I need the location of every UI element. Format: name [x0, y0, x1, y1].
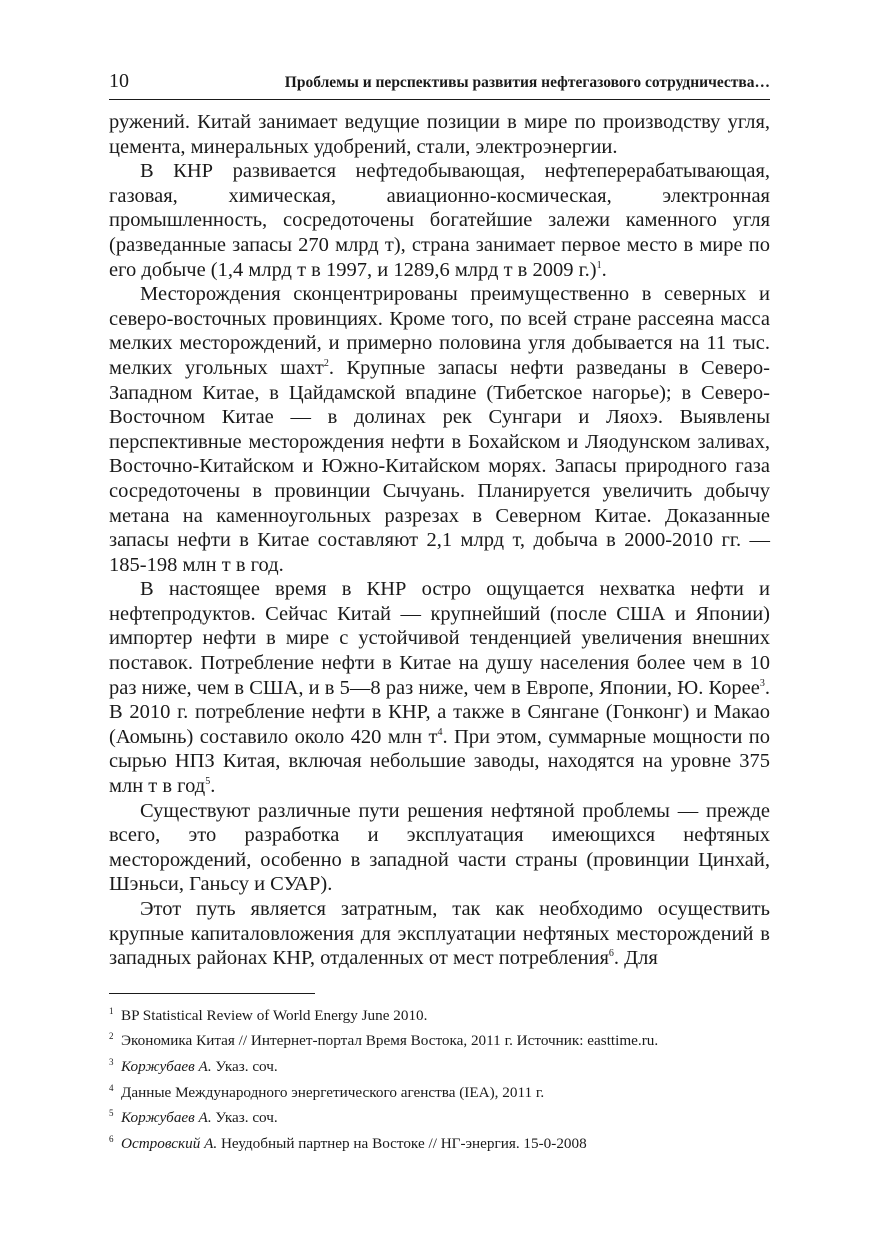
footnote-ref[interactable]: 2 [323, 357, 329, 369]
footnote-4 [109, 1078, 770, 1104]
footnote-number: 2 [109, 1031, 114, 1042]
footnote-author: Коржубаев А. [121, 1057, 212, 1075]
paragraph-1 [109, 110, 770, 159]
footnote-number: 4 [109, 1082, 114, 1093]
paragraph-3 [109, 282, 770, 577]
footnote-6 [109, 1129, 770, 1155]
footnote-author: Островский А. [121, 1134, 218, 1152]
document-page [109, 70, 770, 1154]
text-run: Месторождения сконцентрированы преимущественно в северных и северо-восточных провинциях. Кроме того, по всей стране рассеяна масса мелких месторождений, и примерно половина угля добывается на 11 тыс. мелких угольных шахт [109, 283, 770, 379]
text-run: . Крупные запасы нефти разведаны в Северо-Западном Китае, в Цайдамской впадине (Тибетское нагорье); в Северо-Восточном Китае — в долинах рек Сунгари и Ляохэ. Выявлены перспективные месторождения нефти в Бохайском и Ляодунском заливах, Восточно-Китайском и Южно-Китайском морях. Запасы природного газа сосредоточены в провинции Сычуань. Планируется увеличить добычу метана на каменноугольных разрезах в Северном Китае. Доказанные запасы нефти в Китае составляют 2,1 млрд т, добыча в 2000-2010 гг. — 185-198 млн т в год. [109, 356, 770, 576]
text-run: . При этом, суммарные мощности по сырью НПЗ Китая, включая небольшие заводы, находятся на уровне 375 млн т в год [109, 725, 771, 798]
footnote-text: Указ. соч. [211, 1109, 278, 1127]
footnote-number: 6 [109, 1133, 114, 1144]
footnote-text: BP Statistical Review of World Energy June 2010. [121, 1006, 428, 1024]
footnote-number: 1 [109, 1005, 114, 1016]
paragraph-4 [109, 577, 770, 798]
footnote-ref[interactable]: 5 [205, 776, 211, 788]
text-run: ружений. Китай занимает ведущие позиции в мире по производству угля, цемента, минеральных удобрений, стали, электроэнергии. [109, 111, 770, 158]
text-run: . В 2010 г. потребление нефти в КНР, а также в Сянгане (Гонконг) и Макао (Аомынь) составило около 420 млн т [109, 676, 770, 748]
footnote-ref[interactable]: 3 [759, 677, 765, 689]
footnote-text: Данные Международного энергетического агенства (IEA), 2011 г. [121, 1083, 545, 1101]
footnote-ref[interactable]: 4 [437, 726, 443, 738]
paragraph-6 [109, 897, 770, 971]
footnote-text: Указ. соч. [211, 1057, 278, 1075]
footnote-3 [109, 1052, 770, 1078]
footnote-number: 5 [109, 1108, 114, 1119]
footnote-ref[interactable]: 1 [596, 259, 602, 271]
page-number: 10 [109, 70, 129, 92]
running-title: Проблемы и перспективы развития нефтегазового сотрудничества… [284, 74, 770, 91]
text-run: . [601, 258, 607, 281]
footnote-number: 3 [109, 1056, 114, 1067]
body-text [109, 110, 770, 971]
text-run: Этот путь является затратным, так как необходимо осуществить крупные капиталовложения для эксплуатации нефтяных месторождений в западных районах КНР, отдаленных от мест потребления [109, 898, 770, 970]
running-header [109, 70, 770, 100]
footnote-ref[interactable]: 6 [608, 948, 614, 960]
text-run: . Для [613, 947, 658, 970]
footnote-divider [109, 993, 315, 994]
paragraph-2 [109, 159, 770, 282]
text-run: В настоящее время в КНР остро ощущается нехватка нефти и нефтепродуктов. Сейчас Китай — крупнейший (после США и Японии) импортер нефти в мире с устойчивой тенденцией увеличения внешних поставок. Потребление нефти в Китае на душу населения более чем в 10 раз ниже, чем в США, и в 5—8 раз ниже, чем в Европе, Японии, Ю. Корее [109, 578, 770, 699]
footnotes [109, 1001, 770, 1155]
footnote-2 [109, 1026, 770, 1052]
paragraph-5 [109, 799, 770, 897]
text-run: Существуют различные пути решения нефтяной проблемы — прежде всего, это разработка и эксплуатация имеющихся нефтяных месторождений, особенно в западной части страны (провинции Цинхай, Шэньси, Ганьсу и СУАР). [109, 799, 770, 896]
text-run: . [210, 775, 216, 798]
footnote-author: Коржубаев А. [121, 1109, 212, 1127]
text-run: В КНР развивается нефтедобывающая, нефтеперерабатывающая, газовая, химическая, авиационно-космическая, электронная промышленность, сосредоточены богатейшие залежи каменного угля (разведанные запасы 270 млрд т), страна занимает первое место в мире по его добыче (1,4 млрд т в 1997, и 1289,6 млрд т в 2009 г.) [109, 160, 770, 281]
footnote-5 [109, 1103, 770, 1129]
footnote-text: Неудобный партнер на Востоке // НГ-энергия. 15-0-2008 [217, 1134, 587, 1152]
footnote-1 [109, 1001, 770, 1027]
footnote-text: Экономика Китая // Интернет-портал Время Востока, 2011 г. Источник: easttime.ru. [121, 1032, 659, 1050]
